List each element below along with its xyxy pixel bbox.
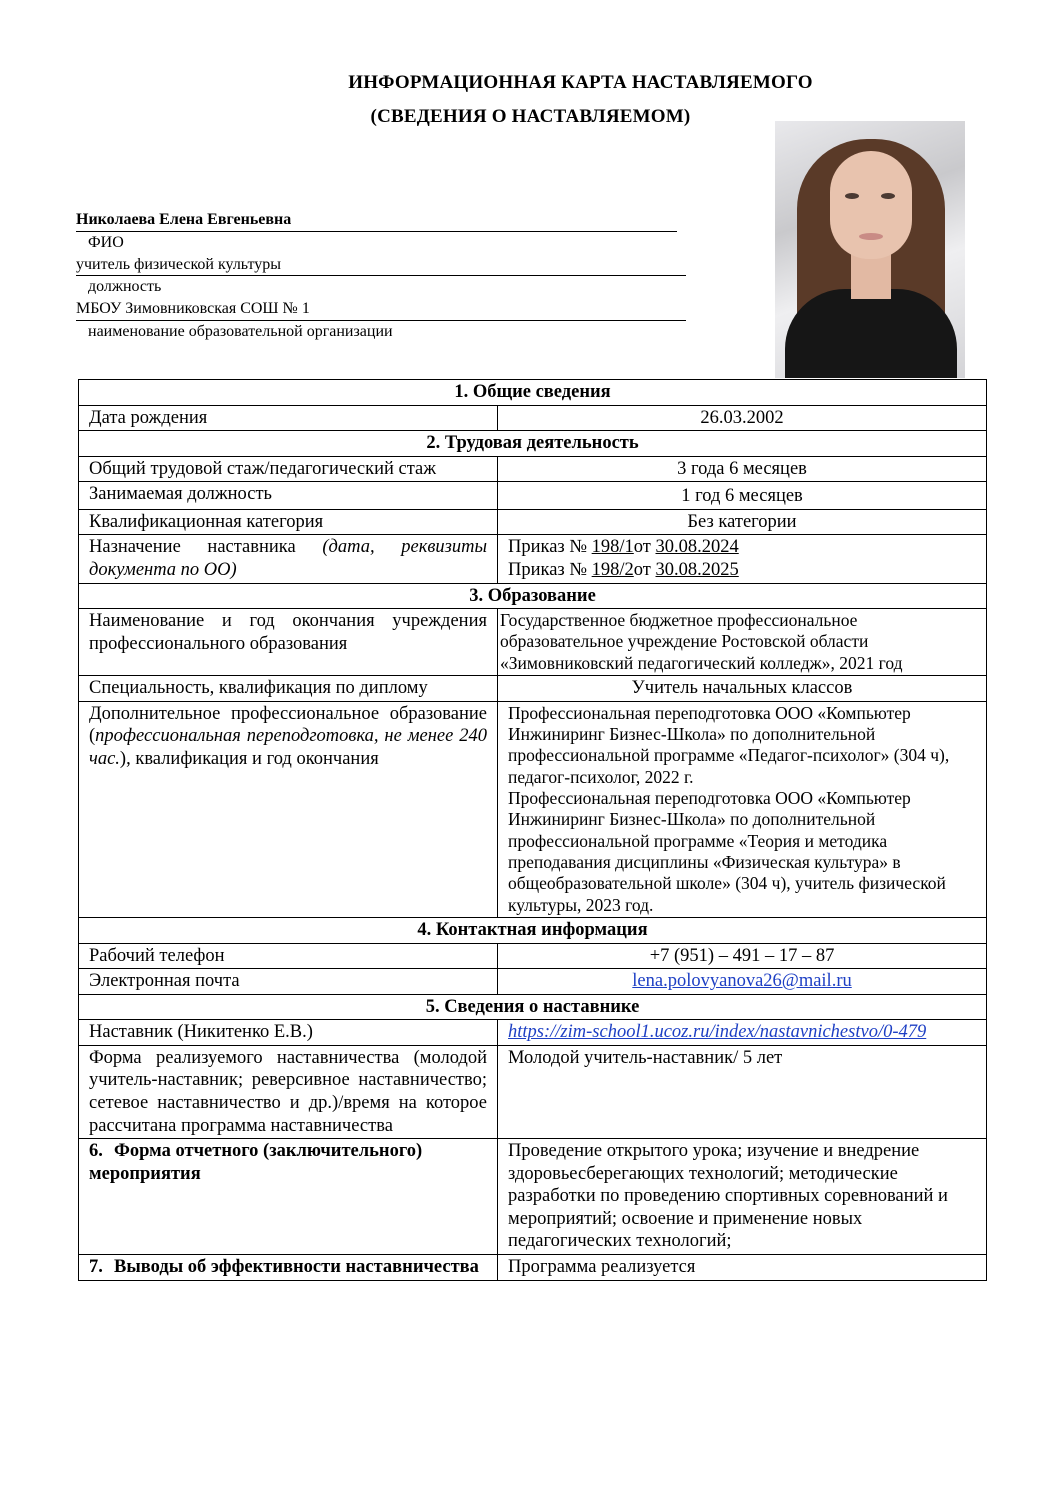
page-subtitle: (СВЕДЕНИЯ О НАСТАВЛЯЕМОМ) <box>370 106 691 127</box>
section-4-header: 4. Контактная информация <box>79 918 987 944</box>
position-value: учитель физической культуры <box>76 256 282 273</box>
phone-value: +7 (951) – 491 – 17 – 87 <box>498 943 987 969</box>
section-3-header: 3. Образование <box>79 583 987 609</box>
category-label: Квалификационная категория <box>79 509 498 535</box>
mentor-name-label: Наставник (Никитенко Е.В.) <box>79 1020 498 1046</box>
mentoring-form-label: Форма реализуемого наставничества (молодой учитель-наставник; реверсивное наставничество; сетевое наставничество и др.)/время на которое рассчитана программа наставничества <box>79 1045 498 1138</box>
mentor-assignment-value <box>498 535 987 583</box>
experience-label: Общий трудовой стаж/педагогический стаж <box>79 456 498 482</box>
institution-label: Наименование и год окончания учреждения профессионального образования <box>79 609 498 676</box>
table-row <box>79 676 987 702</box>
email-cell <box>498 969 987 995</box>
mentoring-form-value: Молодой учитель-наставник/ 5 лет <box>498 1045 987 1138</box>
portrait-photo <box>775 121 965 378</box>
current-position-value: 1 год 6 месяцев <box>498 482 987 510</box>
section-2-header: 2. Трудовая деятельность <box>79 431 987 457</box>
organization-value: МБОУ Зимовниковская СОШ № 1 <box>76 300 310 317</box>
info-card-table <box>78 379 987 1281</box>
mentor-link-cell <box>498 1020 987 1046</box>
fio-value: Николаева Елена Евгеньевна <box>76 211 292 228</box>
section-1-header: 1. Общие сведения <box>79 380 987 406</box>
institution-value: Государственное бюджетное профессиональное образовательное учреждение Ростовской области «Зимовниковский педагогический колледж», 2021 год <box>498 609 987 676</box>
current-position-label: Занимаемая должность <box>79 482 498 510</box>
specialty-value: Учитель начальных классов <box>498 676 987 702</box>
table-row <box>79 1139 987 1255</box>
fio-underline <box>76 231 677 232</box>
organization-underline <box>76 320 686 321</box>
table-row <box>79 1020 987 1046</box>
birth-date-label: Дата рождения <box>79 405 498 431</box>
mentor-page-link[interactable]: https://zim-school1.ucoz.ru/index/nastavnichestvo/0-479 <box>508 1022 927 1043</box>
specialty-label: Специальность, квалификация по диплому <box>79 676 498 702</box>
table-row <box>79 969 987 995</box>
fio-caption: ФИО <box>88 234 124 251</box>
additional-education-label: Дополнительное профессиональное образование (профессиональная переподготовка, не менее 240 час.), квалификация и год окончания <box>79 701 498 917</box>
table-row <box>79 482 987 510</box>
table-row <box>79 509 987 535</box>
table-row <box>79 535 987 583</box>
phone-label: Рабочий телефон <box>79 943 498 969</box>
section-5-header: 5. Сведения о наставнике <box>79 994 987 1020</box>
organization-caption: наименование образовательной организации <box>88 323 393 340</box>
order-1: Приказ № 198/1от 30.08.2024 <box>508 537 739 558</box>
position-underline <box>76 275 686 276</box>
position-caption: должность <box>88 278 162 295</box>
table-row <box>79 943 987 969</box>
final-event-value: Проведение открытого урока; изучение и внедрение здоровьесберегающих технологий; методические разработки по проведению спортивных соревнований и мероприятий; освоение и применение новых педагогических технологий; <box>498 1139 987 1255</box>
category-value: Без категории <box>498 509 987 535</box>
conclusions-label: 7. Выводы об эффективности наставничества <box>79 1254 498 1280</box>
mentor-assignment-label: Назначение наставника (дата, реквизиты документа по ОО) <box>79 535 498 583</box>
email-link[interactable]: lena.polovyanova26@mail.ru <box>632 971 852 992</box>
table-row <box>79 1254 987 1280</box>
order-2: Приказ № 198/2от 30.08.2025 <box>508 559 739 580</box>
table-row <box>79 456 987 482</box>
email-label: Электронная почта <box>79 969 498 995</box>
birth-date-value: 26.03.2002 <box>498 405 987 431</box>
final-event-label: 6. Форма отчетного (заключительного) мероприятия <box>79 1139 498 1255</box>
page-title: ИНФОРМАЦИОННАЯ КАРТА НАСТАВЛЯЕМОГО <box>348 72 813 93</box>
table-row <box>79 701 987 917</box>
additional-education-value: Профессиональная переподготовка ООО «Компьютер Инжиниринг Бизнес-Школа» по дополнительной профессиональной программе «Педагог-психолог» (304 ч), педагог-психолог, 2022 г. Профессиональная переподготовка ООО «Компьютер Инжиниринг Бизнес-Школа» по дополнительной профессиональной программе «Теория и методика преподавания дисциплины «Физическая культура» в общеобразовательной школе» (304 ч), учитель физической культуры, 2023 год. <box>498 701 987 917</box>
experience-value: 3 года 6 месяцев <box>498 456 987 482</box>
table-row <box>79 405 987 431</box>
table-row <box>79 1045 987 1138</box>
conclusions-value: Программа реализуется <box>498 1254 987 1280</box>
table-row <box>79 609 987 676</box>
